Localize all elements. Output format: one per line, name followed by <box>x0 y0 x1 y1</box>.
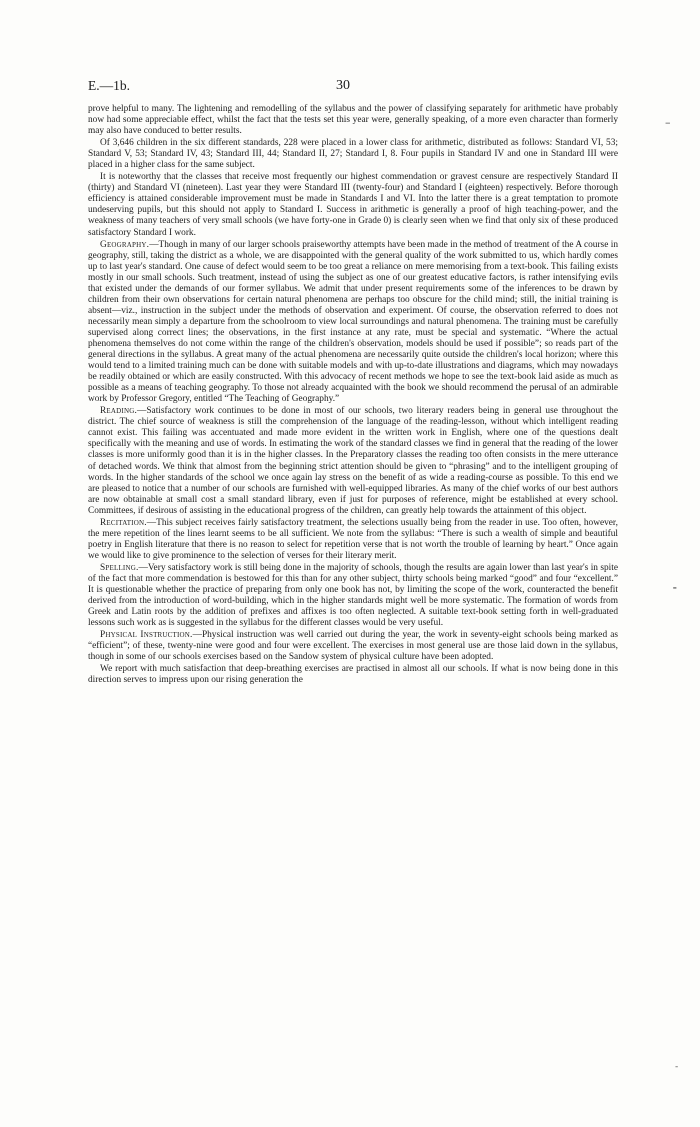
paragraph-reading <box>88 406 618 516</box>
section-heading-spelling: Spelling. <box>100 562 139 573</box>
paragraph-text: We report with much satisfaction that deep-breathing exercises are practised in almost all our schools. If what is now being done in this direction serves to impress upon our rising generation the <box>88 664 618 686</box>
page <box>88 78 618 687</box>
page-header <box>88 78 618 100</box>
paragraph-spelling <box>88 563 618 629</box>
paragraph-deep-breathing <box>88 664 618 686</box>
report-body <box>88 104 618 686</box>
section-heading-recitation: Recitation. <box>100 517 147 528</box>
paragraph-text: prove helpful to many. The lightening and remodelling of the syllabus and the power of classifying separately for arithmetic have probably now had some appreciable effect, whilst the fact that the tests set this year were, generally speaking, of a more even character than formerly may also have conduced to better results. <box>88 104 618 137</box>
paragraph-arithmetic-intro <box>88 104 618 137</box>
page-number: 30 <box>336 78 350 93</box>
section-heading-physical-instruction: Physical Instruction. <box>100 630 193 641</box>
section-heading-geography: Geography. <box>100 239 150 250</box>
margin-mark: – <box>665 116 671 129</box>
paragraph-text: —Satisfactory work continues to be done in most of our schools, two literary readers being in general use throughout the district. The chief source of weakness is still the comprehension of the language of the reading-lesson, without which intelligent reading cannot exist. This failing was accentuated and made more evident in the written work in English, where one of the questions dealt specifically with the meaning and use of words. In estimating the work of the standard classes we find in general that the reading of the lower classes is more uniformly good than it is in the higher classes. In the Preparatory classes the reading too often consists in the mere utterance of detached words. We think that almost from the beginning strict attention should be given to “phrasing” and to the intelligent grouping of words. In the higher standards of the school we once again lay stress on the benefit of as wide a reading-course as possible. To this end we are pleased to notice that a number of our schools are furnished with well-equipped libraries. As many of the chief works of our best authors are now obtainable at small cost a small standard library, even if just for purposes of reference, might be established at every school. Committees, if desirous of assisting in the educational progress of the children, can greatly help towards the attainment of this object. <box>88 406 618 516</box>
paragraph-arithmetic-standards <box>88 172 618 238</box>
section-heading-reading: Reading. <box>100 406 137 417</box>
paragraph-arithmetic-distribution <box>88 138 618 171</box>
paragraph-text: —Very satisfactory work is still being done in the majority of schools, though the results are again lower than last year's in spite of the fact that more commendation is bestowed for this than for any other subject, thirty schools being marked “good” and four “excellent.” It is questionable whether the practice of preparing from only one book has not, by limiting the scope of the work, counteracted the benefit derived from the introduction of word-building, which in the higher standards might well be more systematic. The formation of words from Greek and Latin roots by the addition of prefixes and affixes is too often neglected. A suitable text-book setting forth in well-graduated lessons such work as is suggested in the syllabus for the different classes would be very useful. <box>88 562 618 629</box>
paragraph-text: It is noteworthy that the classes that receive most frequently our highest commendation or gravest censure are respectively Standard II (thirty) and Standard VI (nineteen). Last year they were Standard III (twenty-four) and Standard I (eighteen) respectively. Before thorough efficiency is attained considerable improvement must be made in Standards I and VI. Into the latter there is a great temptation to promote undeserving pupils, but this should not apply to Standard I. Success in arithmetic is generally a proof of high teaching-power, and the weakness of many teachers of very small schools (we have forty-one in Grade 0) is clearly seen when we find that only six of these produced satisfactory Standard I work. <box>88 172 618 238</box>
document-reference: E.—1b. <box>88 78 130 93</box>
paragraph-text: Of 3,646 children in the six different standards, 228 were placed in a lower class for arithmetic, distributed as follows: Standard VI, 53; Standard V, 53; Standard IV, 43; Standard III, 44; Standard II, 27; Standard I, 8. Four pupils in Standard IV and one in Standard III were placed in a higher class for the same subject. <box>88 138 618 171</box>
margin-mark: ‐ <box>675 1062 679 1072</box>
paragraph-text: —This subject receives fairly satisfactory treatment, the selections usually being from the reader in use. Too often, however, the mere repetition of the lines learnt seems to be all sufficient. We note from the syllabus: “There is such a wealth of simple and beautiful poetry in English literature that there is no reason to select for repetition verse that is not worth the trouble of learning by heart.” Once again we would like to give prominence to the selection of verses for their literary merit. <box>88 517 618 561</box>
paragraph-text: —Physical instruction was well carried out during the year, the work in seventy-eight schools being marked as “efficient”; of these, twenty-nine were good and four were excellent. The exercises in most general use are those laid down in the syllabus, though in some of our schools exercises based on the Sandow system of physical culture have been adopted. <box>88 630 618 663</box>
paragraph-recitation <box>88 518 618 562</box>
margin-mark: ⁃ <box>672 582 678 595</box>
paragraph-physical-instruction <box>88 630 618 663</box>
paragraph-text: —Though in many of our larger schools praiseworthy attempts have been made in the method of treatment of the A course in geography, still, taking the district as a whole, we are disappointed with the general quality of the work submitted to us, which hardly comes up to last year's standard. One cause of defect would seem to be too great a reliance on mere memorising from a text-book. This failing exists mostly in our small schools. Such treatment, instead of using the subject as one of our greatest educative factors, is rather intensifying evils that existed under the demands of our former syllabus. We admit that under present requirements some of the inferences to be drawn by children from their own observations for certain natural phenomena are perhaps too obscure for the child mind; still, the initial training is absent—viz., instruction in the subject under the methods of observation and experiment. Of course, the observation referred to does not necessarily mean simply a departure from the schoolroom to view local surroundings and natural phenomena. The training must be carefully supervised along correct lines; the observations, in the first instance at any rate, must be special and systematic. “Where the actual phenomena themselves do not come within the range of the children's observation, models should be used if possible”; so reads part of the general directions in the syllabus. A great many of the actual phenomena are necessarily quite outside the children's local horizon; where this would tend to a limited training much can be done with suitable models and with up-to-date illustrations and diagrams, which may nowadays be readily obtained or which are easily constructed. With this advocacy of recent methods we hope to see the text-book laid aside as much as possible as a means of teaching geography. To those not already acquainted with the book we should recommend the perusal of an admirable work by Professor Gregory, entitled “The Teaching of Geography.” <box>88 239 618 405</box>
paragraph-geography <box>88 240 618 406</box>
